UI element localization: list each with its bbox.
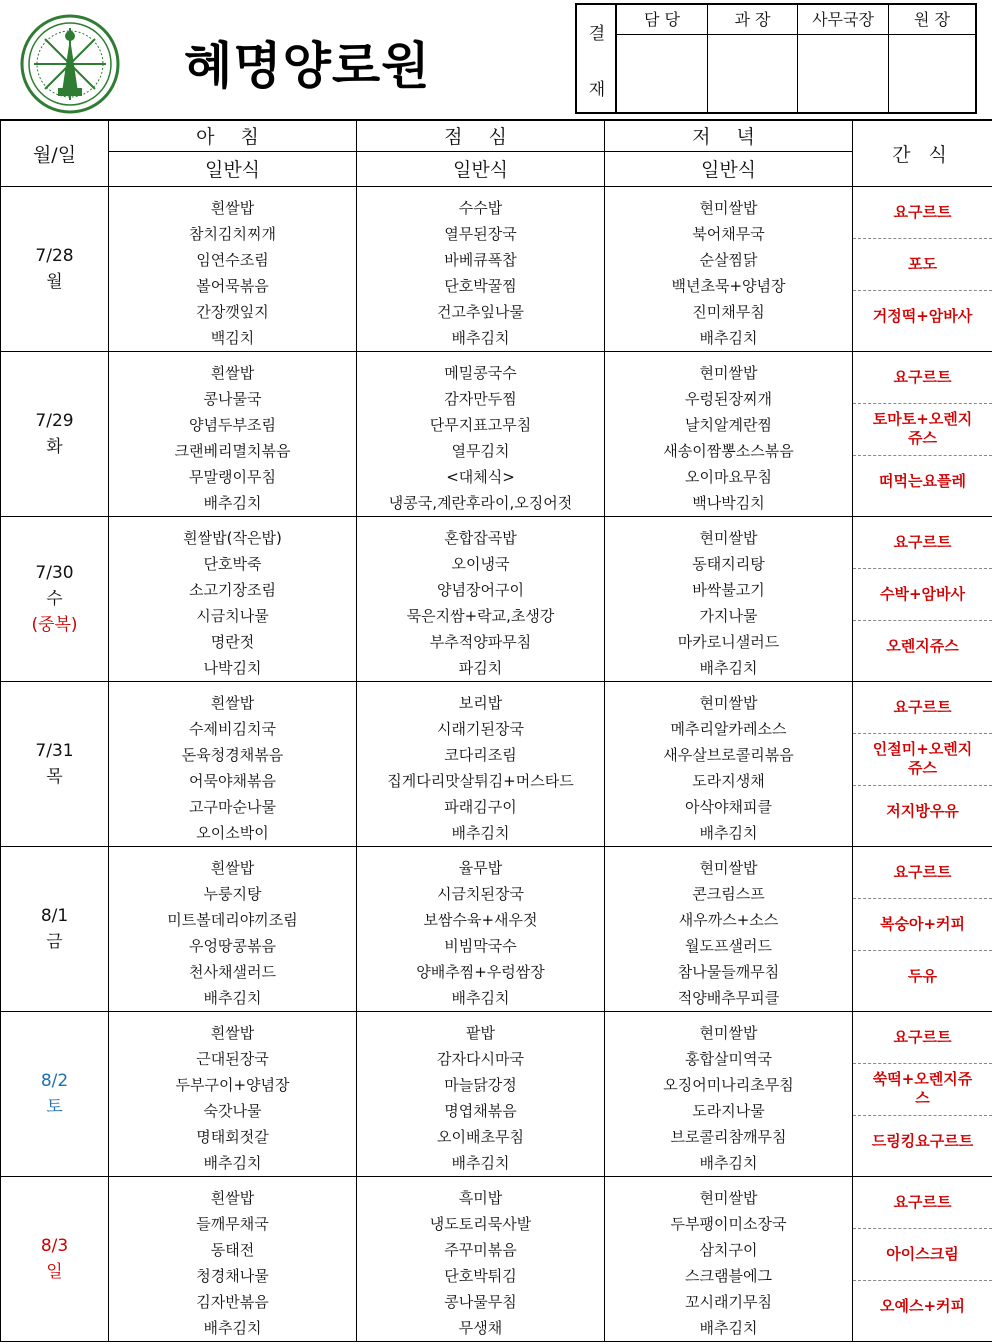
- dish-item: 파래김구이: [444, 797, 517, 816]
- dish-item: 배추김치: [203, 1153, 262, 1172]
- dish-item: 적양배추무피클: [677, 988, 780, 1007]
- date-column-header: 월/일: [1, 120, 109, 186]
- day-row: [1, 186, 992, 351]
- dinner-dish-list: [605, 352, 852, 516]
- dinner-cell: [605, 681, 853, 846]
- dish-item: 들깨무채국: [196, 1214, 269, 1233]
- breakfast-dish-list: [109, 1177, 356, 1341]
- dish-item: 현미쌀밥: [699, 363, 758, 382]
- page-title: 혜명양로원: [184, 37, 431, 95]
- dish-item: 양배추찜+우렁쌈장: [416, 962, 545, 981]
- dish-item: 무말랭이무침: [189, 467, 276, 486]
- dish-item: 감자다시마국: [437, 1049, 524, 1068]
- dinner-cell: [605, 351, 853, 516]
- dinner-type: 일반식: [605, 151, 853, 186]
- snack-item: 아이스크림: [853, 1229, 992, 1281]
- dish-item: 볼어묵볶음: [196, 276, 269, 295]
- dish-item: 수제비김치국: [189, 719, 276, 738]
- date-dow: 수: [46, 588, 63, 609]
- breakfast-dish-list: [109, 847, 356, 1011]
- approval-signature-box[interactable]: [798, 5, 889, 112]
- snack-item: 두유: [908, 967, 937, 985]
- lunch-dish-list: [357, 517, 604, 681]
- dish-item: 열무된장국: [444, 224, 517, 243]
- dish-item: 청경채나물: [196, 1266, 269, 1285]
- dish-item: 단호박튀김: [444, 1266, 517, 1285]
- date-date: 7/30: [35, 562, 74, 583]
- dish-item: 백김치: [210, 328, 255, 347]
- dish-item: 단호박꿀찜: [444, 276, 517, 295]
- dish-item: 천사채샐러드: [189, 962, 276, 981]
- snack-cell: [853, 351, 992, 516]
- dish-item: 흰쌀밥: [210, 1023, 255, 1042]
- approval-role: 사무국장: [798, 5, 888, 35]
- dish-item: 두부팽이미소장국: [670, 1214, 787, 1233]
- dish-item: 감자만두찜: [444, 389, 517, 408]
- dish-item: 어묵야채볶음: [189, 771, 276, 790]
- snack-item: 요구르트: [853, 517, 992, 569]
- dish-item: 북어채무국: [692, 224, 765, 243]
- date-cell: [1, 681, 109, 846]
- dish-item: 오이배초무침: [437, 1127, 524, 1146]
- snack-cell: [853, 846, 992, 1011]
- lunch-dish-list: [357, 187, 604, 351]
- dish-item: 월도프샐러드: [685, 936, 772, 955]
- dish-item: 크랜베리멸치볶음: [174, 441, 291, 460]
- dish-item: 나박김치: [203, 658, 262, 677]
- dish-item: 고구마순나물: [189, 797, 276, 816]
- lunch-cell: [357, 351, 605, 516]
- dish-item: 현미쌀밥: [699, 198, 758, 217]
- lunch-dish-list: [357, 1012, 604, 1176]
- dish-item: 미트볼데리야끼조림: [167, 910, 298, 929]
- day-row: [1, 1176, 992, 1341]
- dish-item: 누룽지탕: [203, 884, 262, 903]
- approval-signature-box[interactable]: [708, 5, 798, 112]
- snack-item: 요구르트: [853, 682, 992, 734]
- dish-item: 배추김치: [451, 988, 510, 1007]
- approval-label-char: 재: [588, 80, 606, 100]
- dinner-cell: [605, 846, 853, 1011]
- dish-item: 바베큐폭찹: [444, 250, 517, 269]
- dish-item: 진미채무침: [692, 302, 765, 321]
- date-date: 7/31: [35, 740, 74, 761]
- date-cell: [1, 846, 109, 1011]
- breakfast-cell: [109, 351, 357, 516]
- dish-item: 흰쌀밥: [210, 693, 255, 712]
- snack-item: 수박+암바사: [853, 569, 992, 621]
- dish-item: 배추김치: [203, 988, 262, 1007]
- lunch-cell: [357, 1011, 605, 1176]
- breakfast-dish-list: [109, 187, 356, 351]
- dish-item: 날치알계란찜: [685, 415, 772, 434]
- lunch-cell: [357, 516, 605, 681]
- dish-item: 배추김치: [451, 1153, 510, 1172]
- dish-item: 콘크림스프: [692, 884, 765, 903]
- dish-item: 오이마요무침: [685, 467, 772, 486]
- breakfast-dish-list: [109, 517, 356, 681]
- dish-item: 숙갓나물: [203, 1101, 262, 1120]
- dish-item: 명란젓: [210, 632, 255, 651]
- header-row: [1, 120, 992, 151]
- dish-item: 참치김치찌개: [189, 224, 276, 243]
- dish-item: 새우살브로콜리볶음: [663, 745, 794, 764]
- dish-item: 열무김치: [451, 441, 510, 460]
- menu-body: [1, 186, 992, 1341]
- dish-item: 배추김치: [203, 493, 262, 512]
- dinner-dish-list: [605, 1177, 852, 1341]
- approval-label-char: 결: [588, 24, 606, 44]
- dish-item: 배추김치: [699, 1153, 758, 1172]
- dish-item: 오이냉국: [451, 554, 510, 573]
- date-cell: [1, 1176, 109, 1341]
- snack-cell: [853, 516, 992, 681]
- date-cell: [1, 186, 109, 351]
- lunch-cell: [357, 846, 605, 1011]
- date-cell: [1, 1011, 109, 1176]
- dish-item: 코다리조림: [444, 745, 517, 764]
- dish-item: 간장깻잎지: [196, 302, 269, 321]
- dish-item: 동태전: [210, 1240, 255, 1259]
- dish-item: 흰쌀밥: [210, 363, 255, 382]
- dish-item: 돈육청경채볶음: [181, 745, 284, 764]
- dish-item: 메밀콩국수: [444, 363, 517, 382]
- dish-item: 시금치나물: [196, 606, 269, 625]
- dish-item: 배추김치: [451, 328, 510, 347]
- dish-item: 흰쌀밥: [210, 198, 255, 217]
- lunch-type: 일반식: [357, 151, 605, 186]
- snack-header: 간 식: [853, 120, 992, 186]
- dinner-cell: [605, 1011, 853, 1176]
- breakfast-cell: [109, 1176, 357, 1341]
- breakfast-cell: [109, 1011, 357, 1176]
- dish-item: 도라지생채: [692, 771, 765, 790]
- dinner-dish-list: [605, 682, 852, 846]
- snack-cell: [853, 681, 992, 846]
- day-row: [1, 516, 992, 681]
- dish-item: 율무밥: [458, 858, 503, 877]
- dish-item: 배추김치: [699, 658, 758, 677]
- date-dow: 토: [46, 1096, 63, 1117]
- dish-item: 냉콩국,계란후라이,오징어젓: [388, 493, 573, 512]
- breakfast-dish-list: [109, 352, 356, 516]
- date-date: 8/2: [40, 1070, 69, 1091]
- dish-item: 보리밥: [458, 693, 503, 712]
- dish-item: 배추김치: [699, 1318, 758, 1337]
- dish-item: 소고기장조림: [189, 580, 276, 599]
- lunch-cell: [357, 186, 605, 351]
- snack-cell: [853, 186, 992, 351]
- dish-item: 단호박죽: [203, 554, 262, 573]
- dinner-header: 저 녁: [605, 120, 853, 151]
- dish-item: 우엉땅콩볶음: [189, 936, 276, 955]
- dinner-cell: [605, 1176, 853, 1341]
- dish-item: 김자반볶음: [196, 1292, 269, 1311]
- date-cell: [1, 351, 109, 516]
- emblem-logo: [18, 14, 122, 114]
- dish-item: 냉도토리묵사발: [429, 1214, 532, 1233]
- snack-item: 쑥떡+오렌지쥬 스: [853, 1064, 992, 1116]
- lunch-header: 점 심: [357, 120, 605, 151]
- snack-item: 토마토+오렌지 쥬스: [853, 404, 992, 456]
- dish-item: 집게다리맛살튀김+머스타드: [387, 771, 574, 790]
- lunch-cell: [357, 681, 605, 846]
- day-row: [1, 681, 992, 846]
- date-date: 8/1: [40, 905, 69, 926]
- date-note: (중복): [31, 614, 78, 635]
- approval-box: [575, 3, 977, 114]
- date-cell: [1, 516, 109, 681]
- snack-item: 오렌지쥬스: [886, 637, 959, 655]
- dish-item: 메추리알카레소스: [670, 719, 787, 738]
- dinner-cell: [605, 516, 853, 681]
- date-dow: 일: [46, 1261, 63, 1282]
- dish-item: 시래기된장국: [437, 719, 524, 738]
- dish-item: 배추김치: [203, 1318, 262, 1337]
- snack-item: 요구르트: [853, 352, 992, 404]
- dish-item: 주꾸미볶음: [444, 1240, 517, 1259]
- breakfast-dish-list: [109, 682, 356, 846]
- dish-item: 임연수조림: [196, 250, 269, 269]
- dish-item: 비빔막국수: [444, 936, 517, 955]
- dish-item: 흰쌀밥: [210, 858, 255, 877]
- dish-item: 부추적양파무침: [429, 632, 532, 651]
- snack-item: 포도: [853, 239, 992, 291]
- date-dow: 금: [46, 931, 63, 952]
- dinner-dish-list: [605, 517, 852, 681]
- dish-item: 삼치구이: [699, 1240, 758, 1259]
- dish-item: 오징어미나리초무침: [663, 1075, 794, 1094]
- dish-item: 홍합살미역국: [685, 1049, 772, 1068]
- breakfast-cell: [109, 186, 357, 351]
- lunch-cell: [357, 1176, 605, 1341]
- dish-item: 콩나물국: [203, 389, 262, 408]
- dinner-dish-list: [605, 847, 852, 1011]
- dish-item: 배추김치: [699, 328, 758, 347]
- dish-item: 새송이짬뽕소스볶음: [663, 441, 794, 460]
- dish-item: 무생채: [458, 1318, 503, 1337]
- dish-item: 콩나물무침: [444, 1292, 517, 1311]
- dish-item: 명태회젓갈: [196, 1127, 269, 1146]
- dish-item: 스크램블에그: [685, 1266, 772, 1285]
- dish-item: 배추김치: [451, 823, 510, 842]
- approval-signature-box[interactable]: [889, 5, 975, 112]
- date-date: 7/28: [35, 245, 74, 266]
- dish-item: 순살찜닭: [699, 250, 758, 269]
- dish-item: 마카로니샐러드: [677, 632, 780, 651]
- dish-item: 보쌈수육+새우젓: [423, 910, 538, 929]
- date-dow: 목: [46, 766, 63, 787]
- snack-item: 요구르트: [853, 1012, 992, 1064]
- dish-item: 팥밥: [466, 1023, 495, 1042]
- snack-cell: [853, 1176, 992, 1341]
- dish-item: 배추김치: [699, 823, 758, 842]
- snack-item: 인절미+오렌지 쥬스: [853, 734, 992, 786]
- lunch-dish-list: [357, 1177, 604, 1341]
- breakfast-header: 아 침: [109, 120, 357, 151]
- dish-item: 꼬시래기무침: [685, 1292, 772, 1311]
- snack-item: 거정떡+암바사: [872, 307, 973, 325]
- approval-role: 과 장: [708, 5, 797, 35]
- day-row: [1, 351, 992, 516]
- approval-role: 담 당: [617, 5, 707, 35]
- dish-item: 도라지나물: [692, 1101, 765, 1120]
- dish-item: 참나물들깨무침: [677, 962, 780, 981]
- dish-item: 브로콜리참깨무침: [670, 1127, 787, 1146]
- date-dow: 월: [46, 271, 63, 292]
- dinner-dish-list: [605, 1012, 852, 1176]
- dish-item: 수수밥: [458, 198, 503, 217]
- snack-item: 오예스+커피: [879, 1297, 966, 1315]
- snack-item: 요구르트: [853, 847, 992, 899]
- lunch-dish-list: [357, 352, 604, 516]
- dish-item: 흑미밥: [458, 1188, 503, 1207]
- dinner-dish-list: [605, 187, 852, 351]
- approval-label: [577, 5, 617, 112]
- breakfast-cell: [109, 681, 357, 846]
- dish-item: 현미쌀밥: [699, 858, 758, 877]
- snack-item: 떠먹는요플레: [879, 472, 966, 490]
- weekly-menu-table: [0, 119, 992, 1342]
- breakfast-type: 일반식: [109, 151, 357, 186]
- dish-item: 근대된장국: [196, 1049, 269, 1068]
- dish-item: 흰쌀밥: [210, 1188, 255, 1207]
- dish-item: 가지나물: [699, 606, 758, 625]
- day-row: [1, 1011, 992, 1176]
- breakfast-cell: [109, 846, 357, 1011]
- dish-item: 두부구이+양념장: [175, 1075, 290, 1094]
- dish-item: 현미쌀밥: [699, 1023, 758, 1042]
- dish-item: 백나박김치: [692, 493, 765, 512]
- approval-signature-box[interactable]: [617, 5, 708, 112]
- snack-item: 요구르트: [853, 187, 992, 239]
- breakfast-dish-list: [109, 1012, 356, 1176]
- dish-item: <대체식>: [446, 467, 515, 486]
- dish-item: 양념두부조림: [189, 415, 276, 434]
- dish-item: 백년초묵+양념장: [671, 276, 786, 295]
- date-dow: 화: [46, 436, 63, 457]
- day-row: [1, 846, 992, 1011]
- dish-item: 동태지리탕: [692, 554, 765, 573]
- dish-item: 현미쌀밥: [699, 693, 758, 712]
- dish-item: 아삭야채피클: [685, 797, 772, 816]
- dish-item: 오이소박이: [196, 823, 269, 842]
- dish-item: 건고추잎나물: [437, 302, 524, 321]
- approval-role: 원 장: [889, 5, 975, 35]
- dish-item: 현미쌀밥: [699, 1188, 758, 1207]
- dish-item: 파김치: [458, 658, 503, 677]
- dish-item: 바싹불고기: [692, 580, 765, 599]
- snack-item: 저지방우유: [886, 802, 959, 820]
- date-date: 8/3: [40, 1235, 69, 1256]
- dish-item: 현미쌀밥: [699, 528, 758, 547]
- dish-item: 단무지표고무침: [429, 415, 532, 434]
- header-subrow: [1, 151, 992, 186]
- breakfast-cell: [109, 516, 357, 681]
- dish-item: 묵은지쌈+락교,초생강: [406, 606, 555, 625]
- dish-item: 양념장어구이: [437, 580, 524, 599]
- page-header: [0, 0, 992, 118]
- dinner-cell: [605, 186, 853, 351]
- dish-item: 명엽채볶음: [444, 1101, 517, 1120]
- dish-item: 우렁된장찌개: [685, 389, 772, 408]
- lunch-dish-list: [357, 682, 604, 846]
- date-date: 7/29: [35, 410, 74, 431]
- dish-item: 혼합잡곡밥: [444, 528, 517, 547]
- snack-item: 요구르트: [853, 1177, 992, 1229]
- snack-cell: [853, 1011, 992, 1176]
- dish-item: 흰쌀밥(작은밥): [183, 528, 282, 547]
- lunch-dish-list: [357, 847, 604, 1011]
- snack-item: 복숭아+커피: [853, 899, 992, 951]
- dish-item: 마늘닭강정: [444, 1075, 517, 1094]
- dish-item: 새우까스+소스: [678, 910, 779, 929]
- dish-item: 시금치된장국: [437, 884, 524, 903]
- snack-item: 드링킹요구르트: [871, 1132, 974, 1150]
